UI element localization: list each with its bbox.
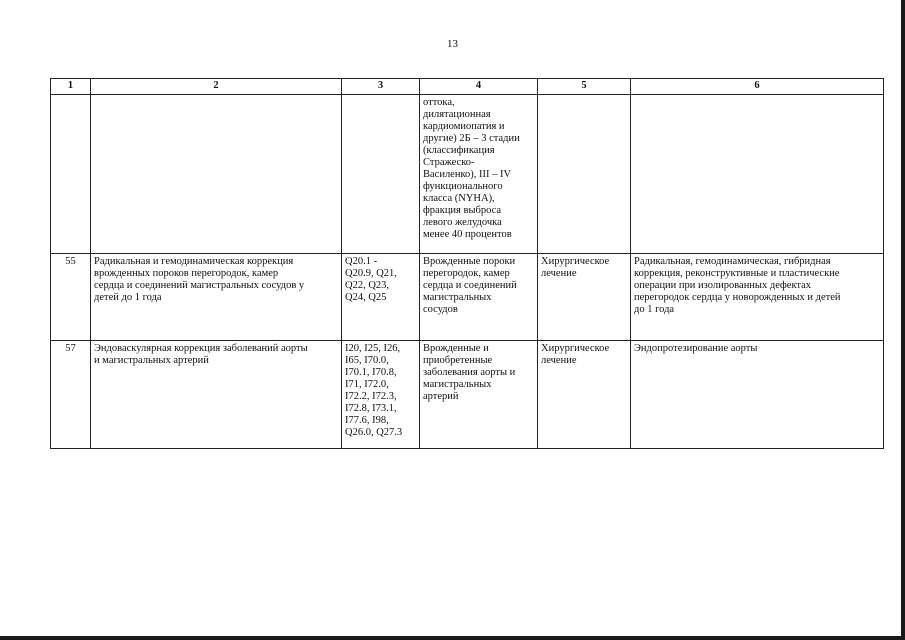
header-col-6: 6 xyxy=(631,79,884,95)
treatment-type xyxy=(538,95,631,254)
diagnosis: оттока, дилятационная кардиомиопатия и другие) 2Б – 3 стадии (классификация Стражеско- Василенко), III – IV функционального класса (NYHA), фракция выброса левого желудочка менее 40 процентов xyxy=(420,95,538,254)
diagnosis: Врожденные пороки перегородок, камер сердца и соединений магистральных сосудов xyxy=(420,254,538,341)
care-type-name xyxy=(91,95,342,254)
header-col-5: 5 xyxy=(538,79,631,95)
header-col-3: 3 xyxy=(342,79,420,95)
table-row xyxy=(51,341,884,449)
icd-codes xyxy=(342,95,420,254)
row-number: 55 xyxy=(51,254,91,341)
header-col-2: 2 xyxy=(91,79,342,95)
treatment-method xyxy=(631,95,884,254)
icd-codes: Q20.1 - Q20.9, Q21, Q22, Q23, Q24, Q25 xyxy=(342,254,420,341)
scan-border-bottom xyxy=(0,636,905,640)
treatment-type: Хирургическое лечение xyxy=(538,254,631,341)
icd-codes: I20, I25, I26, I65, I70.0, I70.1, I70.8, I71, I72.0, I72.2, I72.3, I72.8, I73.1, I77.6, I98, Q26.0, Q27.3 xyxy=(342,341,420,449)
medical-care-table xyxy=(50,78,884,449)
scan-border-right xyxy=(901,0,905,640)
diagnosis: Врожденные и приобретенные заболевания аорты и магистральных артерий xyxy=(420,341,538,449)
treatment-type: Хирургическое лечение xyxy=(538,341,631,449)
treatment-method: Радикальная, гемодинамическая, гибридная коррекция, реконструктивные и пластические операции при изолированных дефектах перегородок сердца у новорожденных и детей до 1 года xyxy=(631,254,884,341)
treatment-method: Эндопротезирование аорты xyxy=(631,341,884,449)
row-number xyxy=(51,95,91,254)
header-col-4: 4 xyxy=(420,79,538,95)
table-row xyxy=(51,254,884,341)
header-row xyxy=(51,79,884,95)
table-row xyxy=(51,95,884,254)
row-number: 57 xyxy=(51,341,91,449)
care-type-name: Эндоваскулярная коррекция заболеваний аорты и магистральных артерий xyxy=(91,341,342,449)
care-type-name: Радикальная и гемодинамическая коррекция врожденных пороков перегородок, камер сердца и соединений магистральных сосудов у детей до 1 года xyxy=(91,254,342,341)
page-number: 13 xyxy=(447,38,458,50)
header-col-1: 1 xyxy=(51,79,91,95)
